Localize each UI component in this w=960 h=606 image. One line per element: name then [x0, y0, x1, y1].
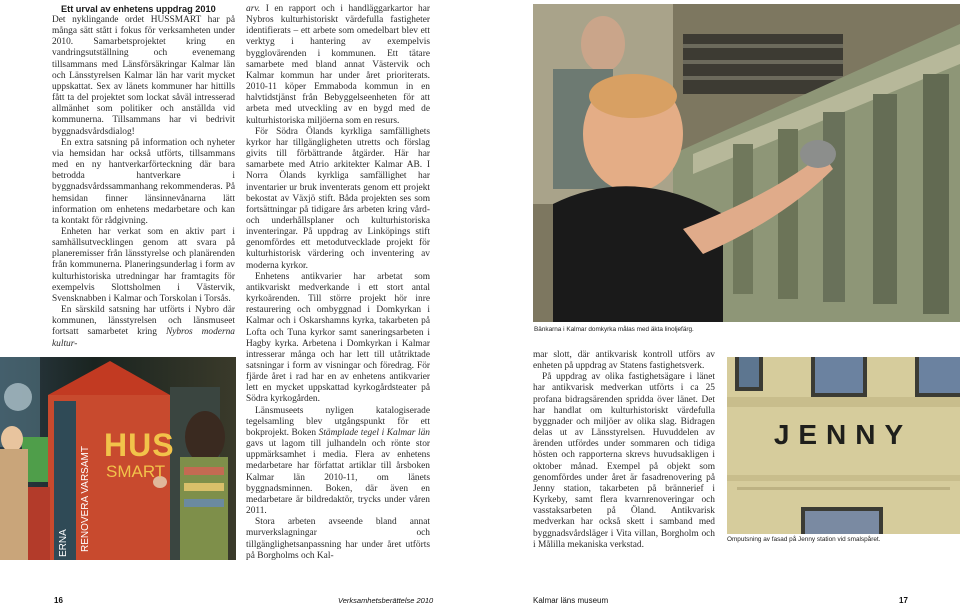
- paragraph: arv. I en rapport och i handläggarkartor har Nybros kulturhistoriskt värdefulla fastigheter identifierats – ett arbete som omedelbart blev ett verktyg i hantering av exempelvis bygglovärenden i kommunen. Ett tätare samarbete med bland annat Västervik och Kalmar kommun har under året prioriterats. 2010-11 köper Emmaboda kommun in en halvtidstjänst från Bebyggelseenheten för att arbeta med utveckling av en bygd med de kulturhistoriska miljöerna som en resurs.: [246, 4, 431, 126]
- paragraph: Enhetens antikvarier har arbetat som antikvariskt medverkande i ett stort antal kyrkoärenden. Till större projekt hör inre restaurering och ombyggnad i Domkyrkan i Kalmar och i Oskarshamns kyrka, takarbeten på Lofta och Tuna kyrkor samt saneringsarbeten i Hagby kyrka. Arbetena i Domkyrkan i Kalmar intresserar många och har lett till utåtriktade satsningar i form av visningar och föredrag. För fjärde året i rad har en av enhetens antikvarier lett en mycket uppskattad kyrkogårdsteater på Södra kyrkogården.: [246, 271, 430, 405]
- paragraph: Länsmuseets nyligen katalogiserade tegelsamling blev utgångspunkt för ett bokprojekt. Boken Stämplade tegel i Kalmar län gavs ut lagom till julhandeln och rönte stor uppmärksamhet i media. Flera av enhetens medarbetare har författat artiklar till årsboken Kalmar län 2010-11, om länets byggnadsminnen. Boken, där även en medarbetare är bildredaktör, trycks under våren 2011.: [246, 405, 430, 517]
- column-1: [52, 4, 235, 350]
- paragraph: Det nyklingande ordet HUSSMART har på många sätt stått i fokus för verksamheten under 2010. Samarbetsprojektet kring en vandringsutställning och evenemang tillsammans med Länsförsäkringar Kalmar län och Länsstyrelsen Kalmar län har varit mycket uppskattat. Sex av länets kommuner har hittills fått ta del projektet som lockat såväl intresserad allmänhet som politiker och anställda vid kommunerna. Tillsammans har vi bedrivit byggnadsvårdsdialog!: [52, 15, 235, 137]
- paragraph: mar slott, där antikvarisk kontroll utförs av enheten på uppdrag av Statens fastighetsverk.: [533, 350, 715, 372]
- jenny-photo-caption: Omputsning av fasad på Jenny station vid smalspåret.: [727, 536, 881, 543]
- sign-vertical-text: RENOVERA VARSAMT: [80, 446, 91, 552]
- sign-vertical-text-2: ERNA: [58, 529, 69, 557]
- exhibition-photo: [0, 357, 236, 560]
- jenny-station-photo: [727, 357, 960, 534]
- column-2: [246, 4, 430, 562]
- paragraph: En särskild satsning har utförts i Nybro där kommunen, länsstyrelsen och länsmuseet fortsatt samarbetet kring Nybros moderna kultur-: [52, 305, 235, 349]
- paragraph: En extra satsning på information och nyheter via hemsidan har också utförts, tillsammans med en ny hantverkarförteckning där bara betrodda hantverkare i byggnadsvårdssammanhang rekommenderas. På hemsidan finner länsinnevånarna lätt information om enhetens medarbetare och kan ta kontakt för rådgivning.: [52, 137, 235, 226]
- column-3: [533, 350, 715, 551]
- paragraph: För Södra Ölands kyrkliga samfällighets kyrkor har tillgängligheten utretts och förslag givits till förbättrande åtgärder. Här har samarbete med Atrio arkitekter Kalmar AB. I Norra Ölands kyrkliga samfällighet har inventarier ur bruk inventerats genom ett projekt bekostat av Växjö stift. Båda projekten ses som fortsättningar på tidigare års arbeten kring vård- och underhållsplaner och kulturhistoriska inventeringar. På uppdrag av Linköpings stift genomfördes ett metodutvecklade projekt för kulturhistorisk värdering och inventering av moderna kyrkor.: [246, 126, 430, 271]
- sign-hus: HUS: [104, 427, 175, 463]
- section-heading: Ett urval av enhetens uppdrag 2010: [61, 4, 216, 14]
- sign-smart: SMART: [106, 462, 166, 481]
- left-page-number: 16: [54, 596, 63, 605]
- church-pews-art: [533, 4, 960, 322]
- left-footer-title: Verksamhetsberättelse 2010: [338, 596, 434, 605]
- church-pews-photo: [533, 4, 960, 322]
- right-footer-title: Kalmar läns museum: [533, 596, 609, 605]
- jenny-sign: JENNY: [773, 419, 913, 450]
- paragraph: Stora arbeten avseende bland annat murverkslagningar och tillgänglighetsanpassning har under året utförts på Borgholms och Kal-: [246, 517, 430, 561]
- right-page-number: 17: [899, 596, 908, 605]
- paragraph: På uppdrag av olika fastighetsägare i länet har antikvarisk medverkan utförts i ca 25 profana bidragsärenden spridda över länet. Det har handlat om kulturhistoriskt värdefulla byggnader och miljöer av olika slag. Bidragen delas ut av Länsstyrelsen. Huvuddelen av ärenden utfördes under sommaren och tidiga hösten och rapporterna skrevs huvudsakligen i oktober månad. Exempel på objekt som genomfördes under året är fasadrenovering på Jenny station, takarbeten på brännerief i Kyrkeby, samt flera kvarnrenoveringar och vasstaksarbeten på Öland. Antikvarisk medverkan har också skett i samband med byggnadsvårdsläger i Vita villan, Borgholm och i Målilla mekaniska verkstad.: [533, 372, 715, 550]
- church-photo-caption: Bänkarna i Kalmar domkyrka målas med äkta linoljefärg.: [534, 326, 694, 333]
- paragraph: Enheten har verkat som en aktiv part i samhällsutvecklingen genom att svara på planeremisser från länsstyrelse och planärenden från kommunerna. Planeringsunderlag i form av kulturhistoriska utredningar har framtagits för exempelvis Slottsholmen i Västervik, Svensknabben i Kalmar och Torskolan i Torsås.: [52, 226, 235, 304]
